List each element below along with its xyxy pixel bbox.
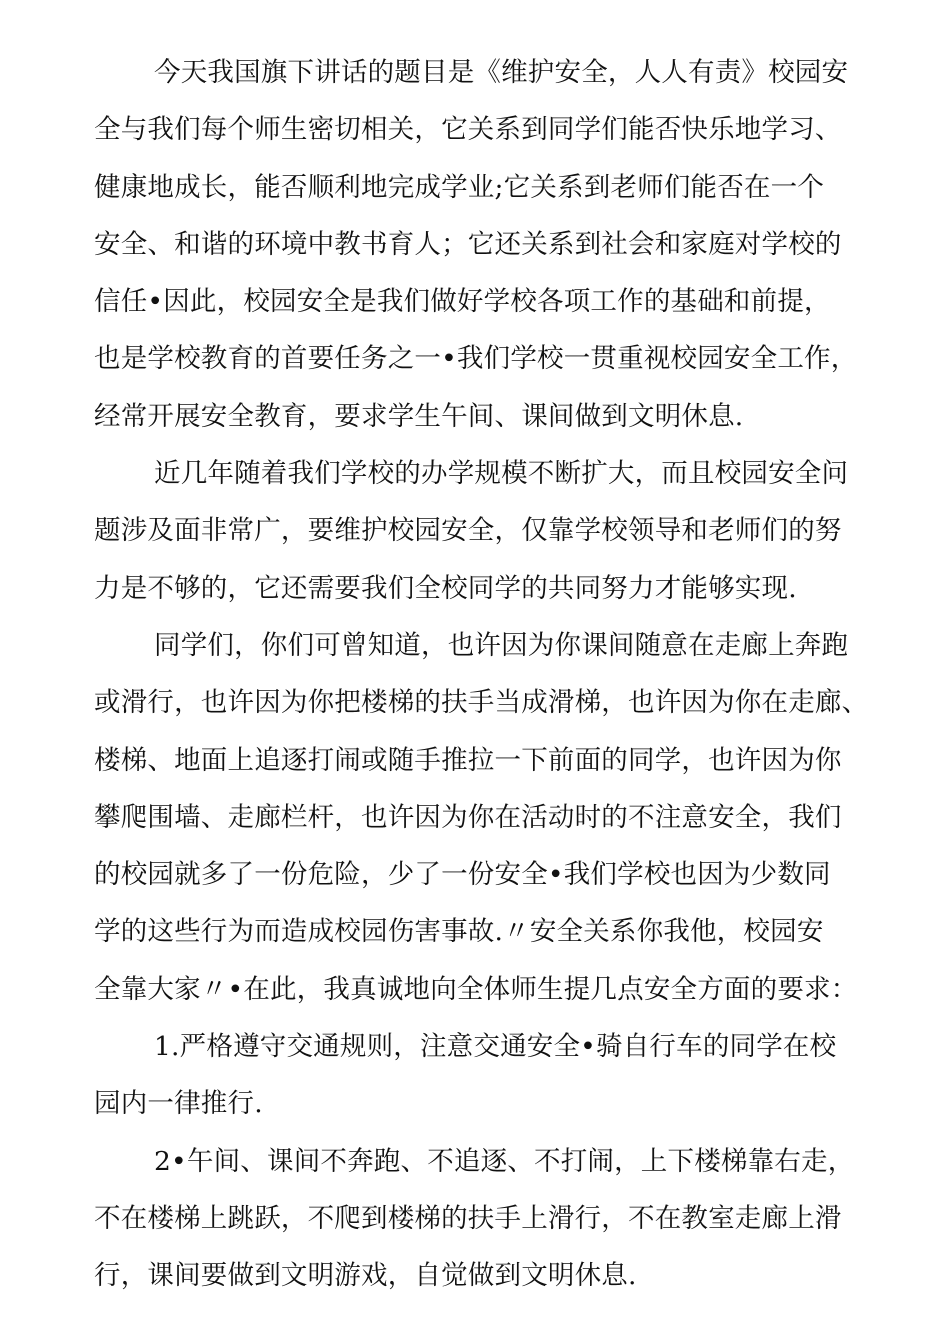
- paragraph-1-line-1: 今天我国旗下讲话的题目是《维护安全，人人有责》校园安: [154, 57, 849, 88]
- paragraph-2-line-3: 力是不够的，它还需要我们全校同学的共同努力才能够实现.: [94, 572, 797, 604]
- speech-text: [94, 44, 884, 1305]
- list-item-2-line-3: 行，课间要做到文明游戏，自觉做到文明休息.: [94, 1260, 637, 1292]
- list-item-1-line-1: 1.严格遵守交通规则，注意交通安全•骑自行车的同学在校: [154, 1031, 837, 1063]
- paragraph-1-line-3: 健康地成长，能否顺利地完成学业;它关系到老师们能否在一个: [94, 171, 825, 203]
- paragraph-3-line-2: 或滑行，也许因为你把楼梯的扶手当成滑梯，也许因为你在走廊、: [94, 687, 869, 719]
- paragraph-3-line-4: 攀爬围墙、走廊栏杆，也许因为你在活动时的不注意安全，我们: [94, 801, 842, 833]
- paragraph-1-line-7: 经常开展安全教育，要求学生午间、课间做到文明休息.: [94, 400, 744, 432]
- paragraph-3-line-7: 全靠大家〃•在此，我真诚地向全体师生提几点安全方面的要求：: [94, 973, 858, 1005]
- paragraph-1-line-4: 安全、和谐的环境中教书育人；它还关系到社会和家庭对学校的: [94, 228, 842, 260]
- paragraph-3-line-1: 同学们，你们可曾知道，也许因为你课间随意在走廊上奔跑: [154, 629, 849, 661]
- paragraph-2-line-1: 近几年随着我们学校的办学规模不断扩大，而且校园安全问: [154, 458, 849, 490]
- paragraph-1-line-6: 也是学校教育的首要任务之一•我们学校一贯重视校园安全工作，: [94, 343, 858, 375]
- paragraph-3-line-5: 的校园就多了一份危险，少了一份安全•我们学校也因为少数同: [94, 859, 831, 891]
- paragraph-1-line-5: 信任•因此，校园安全是我们做好学校各项工作的基础和前提，: [94, 286, 831, 318]
- paragraph-2-line-2: 题涉及面非常广，要维护校园安全，仅靠学校领导和老师们的努: [94, 515, 842, 547]
- paragraph-3-line-3: 楼梯、地面上追逐打闹或随手推拉一下前面的同学，也许因为你: [94, 744, 842, 776]
- list-item-2-line-2: 不在楼梯上跳跃，不爬到楼梯的扶手上滑行，不在教室走廊上滑: [94, 1202, 842, 1234]
- list-item-1-line-2: 园内一律推行.: [94, 1088, 263, 1120]
- list-item-2-line-1: 2•午间、课间不奔跑、不追逐、不打闹，上下楼梯靠右走，: [154, 1145, 855, 1177]
- paragraph-1-line-2: 全与我们每个师生密切相关，它关系到同学们能否快乐地学习、: [94, 114, 842, 146]
- paragraph-3-line-6: 学的这些行为而造成校园伤害事故.〃安全关系你我他，校园安: [94, 916, 824, 948]
